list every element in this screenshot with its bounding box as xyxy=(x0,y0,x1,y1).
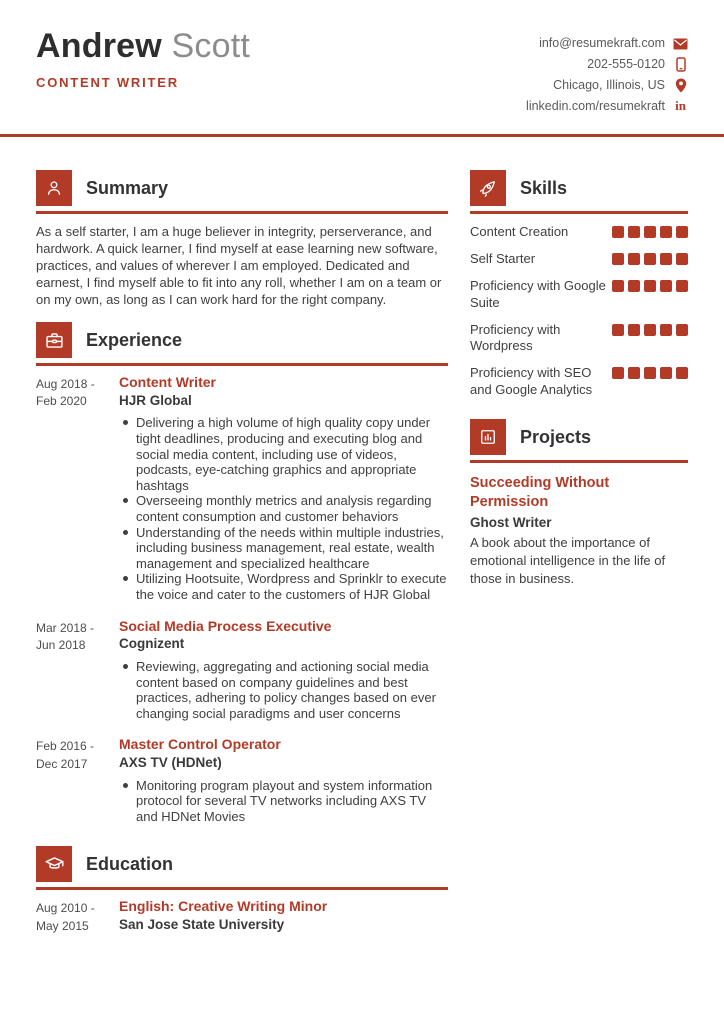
education-degree: English: Creative Writing Minor xyxy=(119,898,328,915)
envelope-icon xyxy=(673,36,688,51)
skill-row xyxy=(470,322,688,356)
email-text[interactable]: info@resumekraft.com xyxy=(539,35,665,50)
skill-level-squares xyxy=(612,322,688,336)
skills-title: Skills xyxy=(520,177,568,198)
job-company: AXS TV (HDNet) xyxy=(119,754,222,770)
header-divider xyxy=(0,134,724,137)
project-name: Succeeding Without Permission xyxy=(470,475,610,510)
phone-icon xyxy=(673,57,688,72)
experience-section-header xyxy=(36,322,448,366)
last-name: Scott xyxy=(171,27,251,65)
linkedin-icon: in xyxy=(675,98,686,114)
contact-location xyxy=(526,78,688,93)
job-company: HJR Global xyxy=(119,392,192,408)
contact-email[interactable] xyxy=(526,36,688,51)
job-dates: Aug 2018 - Feb 2020 xyxy=(36,377,95,409)
summary-title: Summary xyxy=(86,177,169,198)
skill-name: Proficiency with Wordpress xyxy=(470,321,561,354)
experience-section xyxy=(36,322,448,824)
skill-level-squares xyxy=(612,224,688,238)
bar-chart-icon xyxy=(470,419,506,455)
project-description: A book about the importance of emotional intelligence in the life of those in business. xyxy=(470,534,666,586)
job-title: Content Writer xyxy=(119,374,216,391)
project-entry xyxy=(470,474,688,588)
project-role: Ghost Writer xyxy=(470,514,552,530)
experience-title: Experience xyxy=(86,329,183,350)
summary-section-header xyxy=(36,170,448,214)
job-bullet-list xyxy=(119,415,448,602)
skill-row xyxy=(470,365,688,399)
job-bullet: Reviewing, aggregating and actioning social media content based on company guidelines and best practices, adhering to policy changes based on ever changing social paradigms and user concerns xyxy=(119,659,448,721)
education-dates: Aug 2010 - May 2015 xyxy=(36,901,95,933)
education-section-header xyxy=(36,846,448,890)
skill-name: Proficiency with Google Suite xyxy=(470,277,606,310)
job-dates: Feb 2016 - Dec 2017 xyxy=(36,739,95,771)
briefcase-icon xyxy=(36,322,72,358)
job-bullet: Overseeing monthly metrics and analysis regarding content consumption and customer behaviors xyxy=(119,493,448,524)
job-dates: Mar 2018 - Jun 2018 xyxy=(36,620,95,652)
contact-phone xyxy=(526,57,688,72)
job-bullet: Understanding of the needs within multiple industries, including business management, real estate, wealth management and specialized healthcare xyxy=(119,525,448,572)
experience-entry xyxy=(36,736,448,824)
job-role-title: CONTENT WRITER xyxy=(36,74,179,90)
skill-level-squares xyxy=(612,251,688,265)
education-title: Education xyxy=(86,853,174,874)
skill-level-squares xyxy=(612,278,688,292)
location-icon xyxy=(673,78,688,93)
location-text: Chicago, Illinois, US xyxy=(553,77,665,92)
experience-entry xyxy=(36,618,448,722)
person-icon xyxy=(36,170,72,206)
education-entry xyxy=(36,898,448,935)
job-title: Master Control Operator xyxy=(119,736,281,753)
skill-name: Self Starter xyxy=(470,250,536,266)
job-bullet: Utilizing Hootsuite, Wordpress and Sprinklr to execute the voice and cater to the customers of HJR Global xyxy=(119,571,448,602)
job-bullet: Monitoring program playout and system information protocol for several TV networks including AXS TV and HDNet Movies xyxy=(119,778,448,825)
rocket-icon xyxy=(470,170,506,206)
summary-text: As a self starter, I am a huge believer in integrity, perserverance, and hardwork. A quick learner, I find myself at ease learning new software, practices, and values of wherever I am employed. Dedicated and earnest, I find myself able to fit into any roll, whether I am on a team or on my own, as long as I can work hard for the right company. xyxy=(36,224,442,308)
contact-list xyxy=(526,36,688,114)
person-name xyxy=(36,28,250,65)
identity-block xyxy=(36,28,250,90)
skill-name: Content Creation xyxy=(470,224,569,239)
first-name: Andrew xyxy=(36,27,162,65)
skill-name: Proficiency with SEO and Google Analytics xyxy=(470,365,593,398)
skill-row xyxy=(470,278,688,312)
projects-section xyxy=(470,419,688,588)
job-title: Social Media Process Executive xyxy=(119,617,332,634)
skill-row xyxy=(470,251,688,268)
job-bullet-list xyxy=(119,778,448,825)
skills-section-header xyxy=(470,170,688,214)
left-column xyxy=(36,170,448,935)
projects-title: Projects xyxy=(520,426,592,447)
graduation-cap-icon xyxy=(36,846,72,882)
job-bullet-list xyxy=(119,659,448,721)
content-columns xyxy=(36,170,688,935)
header xyxy=(36,28,688,114)
contact-linkedin[interactable] xyxy=(526,99,688,114)
job-company: Cognizent xyxy=(119,636,185,652)
skill-level-squares xyxy=(612,365,688,379)
projects-section-header xyxy=(470,419,688,463)
summary-section xyxy=(36,170,448,308)
right-column xyxy=(470,170,688,935)
phone-text: 202-555-0120 xyxy=(587,56,665,71)
skills-section xyxy=(470,170,688,399)
skill-row xyxy=(470,224,688,241)
experience-entry xyxy=(36,374,448,603)
job-bullet: Delivering a high volume of high quality copy under tight deadlines, producing and executing blog and social media content, including use of videos, podcasts, eye-catching graphics and appropriate hashtags xyxy=(119,415,448,493)
education-section xyxy=(36,846,448,935)
education-school: San Jose State University xyxy=(119,916,285,932)
linkedin-text[interactable]: linkedin.com/resumekraft xyxy=(526,98,665,113)
